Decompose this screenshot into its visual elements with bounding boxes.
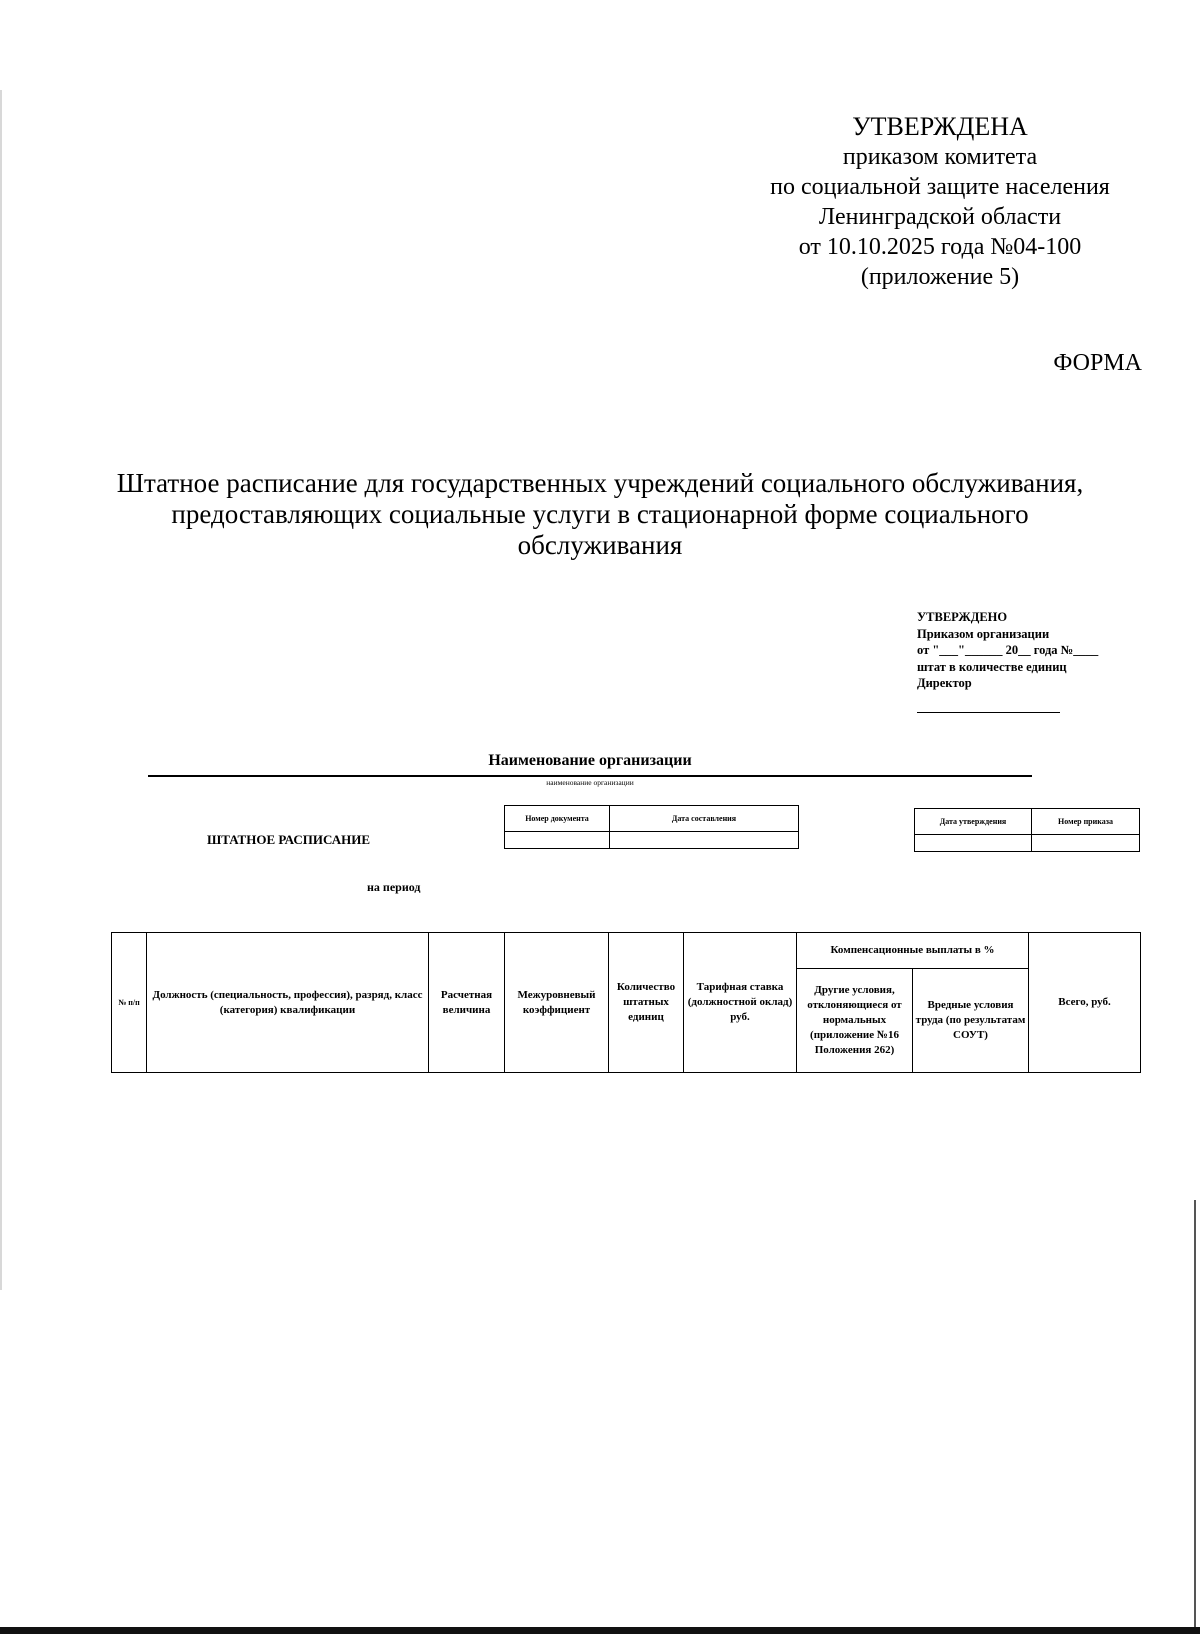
header-number: № п/п: [112, 933, 147, 1073]
scan-edge-bottom: [0, 1627, 1200, 1634]
approval-date-header: Дата утверждения: [915, 809, 1032, 835]
org-approval-block: [917, 609, 1098, 692]
header-coefficient: Межуровневый коэффициент: [505, 933, 609, 1073]
approval-line: (приложение 5): [860, 264, 1020, 290]
header-total: Всего, руб.: [1029, 933, 1141, 1073]
staff-schedule-table: [111, 932, 1141, 1073]
order-number-cell: [1032, 835, 1140, 852]
header-calculated-value: Расчетная величина: [429, 933, 505, 1073]
header-compensation: Компенсационные выплаты в %: [797, 933, 1029, 969]
approval-line: Ленинградской области: [818, 204, 1062, 230]
approval-info-table: [914, 808, 1140, 852]
approval-line: приказом комитета: [842, 144, 1038, 170]
header-comp-harmful-conditions: Вредные условия труда (по результатам СОУТ): [913, 969, 1029, 1073]
header-comp-other-conditions: Другие условия, отклоняющиеся от нормальных (приложение №16 Положения 262): [797, 969, 913, 1073]
period-label: на период: [367, 880, 421, 894]
doc-date-header: Дата составления: [610, 806, 799, 832]
org-approval-heading: УТВЕРЖДЕНО: [917, 610, 1008, 624]
org-approval-line: штат в количестве единиц: [917, 659, 1067, 674]
organization-name: Наименование организации: [488, 752, 692, 769]
staff-schedule-label: ШТАТНОЕ РАСПИСАНИЕ: [207, 832, 371, 847]
title-line: обслуживания: [517, 530, 683, 560]
order-number-header: Номер приказа: [1032, 809, 1140, 835]
org-approval-line: от "___"______ 20__ года №____: [917, 643, 1099, 657]
approval-line: по социальной защите населения: [770, 174, 1110, 200]
header-tariff-rate: Тарифная ставка (должностной оклад) руб.: [684, 933, 797, 1073]
doc-number-header: Номер документа: [505, 806, 610, 832]
org-approval-line: Приказом организации: [917, 626, 1050, 641]
approval-heading: УТВЕРЖДЕНА: [852, 112, 1028, 141]
organization-caption: наименование организации: [546, 778, 634, 787]
header-position: Должность (специальность, профессия), разряд, класс (категория) квалификации: [147, 933, 429, 1073]
organization-underline: [148, 775, 1032, 777]
doc-date-cell: [610, 832, 799, 849]
document-title: [100, 468, 1100, 561]
approval-date-cell: [915, 835, 1032, 852]
document-info-table: [504, 805, 799, 849]
scan-edge-left: [0, 90, 2, 1290]
org-approval-line: Директор: [917, 676, 972, 690]
title-line: предоставляющих социальные услуги в стационарной форме социального: [171, 499, 1029, 529]
director-signature-line: [917, 712, 1060, 713]
header-staff-count: Количество штатных единиц: [609, 933, 684, 1073]
scan-edge-right: [1194, 1200, 1196, 1634]
form-label: ФОРМА: [1053, 350, 1142, 376]
title-line: Штатное расписание для государственных учреждений социального обслуживания,: [116, 468, 1084, 498]
doc-number-cell: [505, 832, 610, 849]
approval-stamp-block: [740, 112, 1140, 292]
approval-line: от 10.10.2025 года №04-100: [798, 234, 1082, 260]
